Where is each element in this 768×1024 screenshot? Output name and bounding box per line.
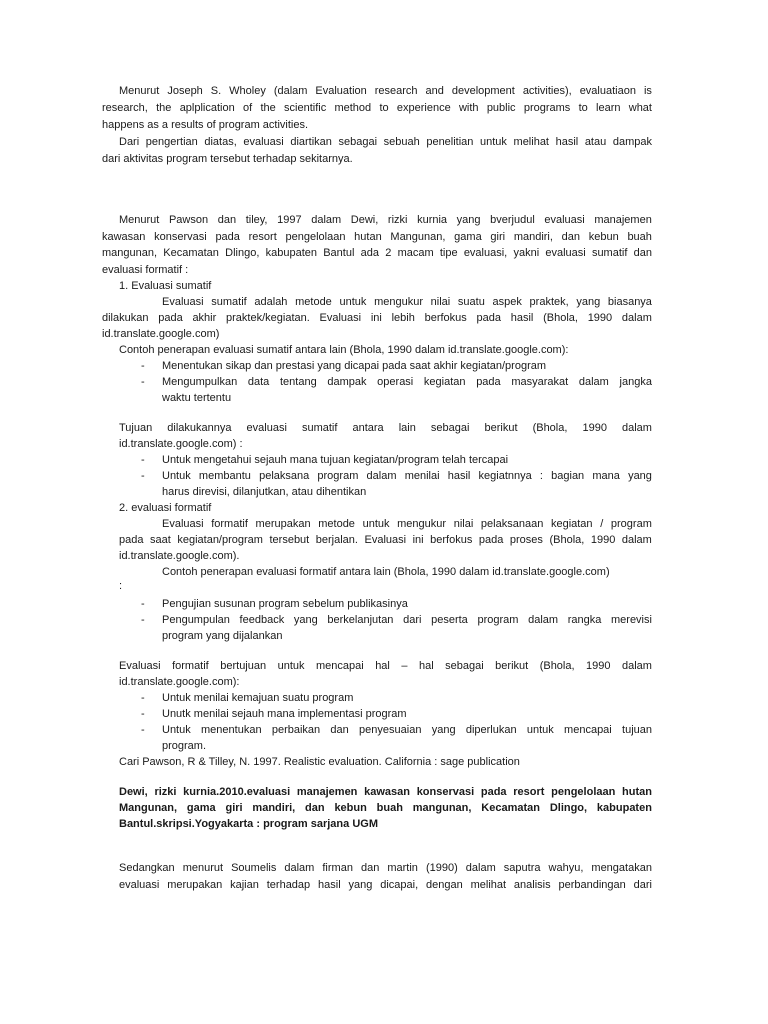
word: peserta bbox=[431, 614, 468, 626]
word: pelaksana bbox=[259, 470, 310, 482]
text-line bbox=[119, 84, 652, 98]
word: tersebut bbox=[269, 534, 310, 546]
word: Mangunan, bbox=[390, 231, 446, 243]
word: sumatif bbox=[211, 296, 247, 308]
word: saat bbox=[150, 534, 171, 546]
word: dalam bbox=[366, 470, 397, 482]
word: bagian bbox=[551, 470, 585, 482]
word: giri bbox=[490, 231, 506, 243]
word: evaluasi, bbox=[463, 247, 508, 259]
word: rangka bbox=[567, 614, 602, 626]
list-item bbox=[162, 613, 652, 627]
text-line: id.translate.google.com) : bbox=[119, 438, 243, 450]
bullet-dash: - bbox=[141, 724, 145, 736]
word: metode bbox=[295, 296, 332, 308]
list-item bbox=[162, 723, 652, 737]
word: jangka bbox=[619, 376, 652, 388]
word: 1990 bbox=[582, 422, 607, 434]
word: Dewi, bbox=[119, 786, 148, 798]
word: Dewi, bbox=[350, 214, 379, 226]
word: evaluasi bbox=[119, 879, 160, 891]
word: hutan bbox=[622, 786, 652, 798]
word: rizki bbox=[387, 214, 408, 226]
text-line bbox=[102, 101, 652, 115]
word: kawasan bbox=[102, 231, 146, 243]
word: : bbox=[539, 470, 543, 482]
word: dilakukan bbox=[102, 312, 149, 324]
word: the bbox=[156, 102, 172, 114]
word: Tujuan bbox=[119, 422, 153, 434]
word: Sedangkan bbox=[119, 862, 175, 874]
word: aspek bbox=[492, 296, 522, 308]
word: yakni bbox=[513, 247, 540, 259]
text-line: dari aktivitas program tersebut terhadap sekitarnya. bbox=[102, 153, 353, 165]
word: diperlukan bbox=[465, 724, 517, 736]
word: nilai bbox=[453, 518, 474, 530]
word: kebun bbox=[588, 231, 619, 243]
section-heading: 2. evaluasi formatif bbox=[119, 502, 212, 514]
word: martin bbox=[387, 862, 418, 874]
word: sumatif bbox=[591, 247, 628, 259]
word: berikut bbox=[484, 422, 518, 434]
word: dalam bbox=[284, 862, 315, 874]
word: manajemen bbox=[296, 786, 358, 798]
word: bverjudul bbox=[490, 214, 535, 226]
word: (Bhola, bbox=[539, 660, 575, 672]
word: what bbox=[628, 102, 652, 114]
word: (Bhola, bbox=[543, 312, 578, 324]
word: pada bbox=[158, 312, 183, 324]
word: melihat bbox=[513, 136, 549, 148]
word: tipe bbox=[439, 247, 458, 259]
word: / bbox=[600, 518, 604, 530]
word: ada bbox=[360, 247, 379, 259]
word: mandiri, bbox=[252, 802, 296, 814]
word: dampak bbox=[612, 136, 652, 148]
word: buah bbox=[627, 231, 652, 243]
text-line: evaluasi formatif : bbox=[102, 264, 189, 276]
text-line bbox=[119, 659, 652, 673]
word: Dlingo, bbox=[225, 247, 260, 259]
bullet-dash: - bbox=[141, 598, 145, 610]
list-item bbox=[162, 469, 652, 483]
word: hasil bbox=[510, 312, 534, 324]
word: dan bbox=[217, 214, 237, 226]
bullet-dash: - bbox=[141, 470, 145, 482]
word: formatif bbox=[172, 660, 209, 672]
word: pada bbox=[480, 786, 507, 798]
word: dan bbox=[561, 231, 581, 243]
word: dalam bbox=[465, 862, 496, 874]
word: firman bbox=[322, 862, 353, 874]
word: akhir bbox=[192, 312, 217, 324]
word: kebun bbox=[334, 802, 367, 814]
text-line bbox=[119, 135, 652, 149]
word: (Bhola, bbox=[549, 534, 585, 546]
word: mandiri, bbox=[513, 231, 553, 243]
word: Bantul bbox=[323, 247, 355, 259]
word: ini bbox=[370, 312, 382, 324]
word: kurnia.2010.evaluasi bbox=[183, 786, 291, 798]
word: dalam bbox=[578, 376, 609, 388]
word: Mangunan, bbox=[119, 802, 178, 814]
word: nilai bbox=[430, 296, 451, 308]
word: Untuk bbox=[162, 470, 191, 482]
word: merevisi bbox=[611, 614, 652, 626]
word: scientific bbox=[284, 102, 327, 114]
word: Kecamatan bbox=[481, 802, 540, 814]
text-line: id.translate.google.com) bbox=[102, 328, 220, 340]
word: Joseph bbox=[167, 85, 203, 97]
word: kegiatan bbox=[423, 376, 466, 388]
word: menurut bbox=[182, 862, 224, 874]
word: yang bbox=[348, 879, 373, 891]
word: dari bbox=[633, 879, 652, 891]
bullet-dash: - bbox=[141, 708, 145, 720]
word: pengelolaan bbox=[551, 786, 616, 798]
word: hasil bbox=[555, 136, 579, 148]
word: programs bbox=[523, 102, 571, 114]
text-line: id.translate.google.com): bbox=[119, 676, 240, 688]
bullet-dash: - bbox=[141, 614, 145, 626]
word: program bbox=[610, 518, 652, 530]
word: penyesuaian bbox=[359, 724, 422, 736]
word: to bbox=[379, 102, 389, 114]
word: pelaksanaan bbox=[480, 518, 544, 530]
word: diartikan bbox=[290, 136, 332, 148]
text-line: : bbox=[119, 580, 123, 592]
word: yang bbox=[576, 296, 601, 308]
word: yang bbox=[431, 724, 456, 736]
list-item: Pengujian susunan program sebelum publikasinya bbox=[162, 598, 408, 610]
word: 1990 bbox=[587, 312, 613, 324]
bold-reference-line bbox=[119, 801, 652, 815]
word: dan bbox=[360, 862, 380, 874]
word: Untuk bbox=[162, 724, 191, 736]
word: berikut bbox=[495, 660, 529, 672]
word: kabupaten bbox=[596, 802, 652, 814]
word: dalam bbox=[528, 614, 559, 626]
word: perbandingan bbox=[558, 879, 626, 891]
word: sumatif bbox=[301, 422, 338, 434]
list-item: Untuk mengetahui sejauh mana tujuan kegiatan/program telah tercapai bbox=[162, 454, 509, 466]
word: hutan bbox=[354, 231, 382, 243]
list-item: program. bbox=[162, 740, 207, 752]
reference-line: Cari Pawson, R & Tilley, N. 1997. Realistic evaluation. California : sage publication bbox=[119, 756, 520, 768]
list-item: waktu tertentu bbox=[162, 392, 232, 404]
text-line bbox=[162, 517, 652, 531]
word: rizki bbox=[154, 786, 177, 798]
word: data bbox=[247, 376, 270, 388]
text-line bbox=[119, 861, 652, 875]
text-line bbox=[102, 246, 652, 260]
text-line: happens as a results of program activities. bbox=[102, 119, 309, 131]
word: kegiatan bbox=[550, 518, 593, 530]
word: giri bbox=[225, 802, 243, 814]
word: program bbox=[317, 470, 359, 482]
word: kajian bbox=[230, 879, 259, 891]
word: – bbox=[401, 660, 408, 672]
word: kabupaten bbox=[265, 247, 317, 259]
word: merupakan bbox=[167, 879, 223, 891]
word: yang bbox=[628, 470, 652, 482]
list-item: program yang dijalankan bbox=[162, 630, 283, 642]
word: untuk bbox=[362, 518, 390, 530]
word: Evaluasi bbox=[162, 296, 204, 308]
word: mangunan, bbox=[102, 247, 158, 259]
word: Pengumpulan bbox=[162, 614, 230, 626]
section-heading: 1. Evaluasi sumatif bbox=[119, 280, 212, 292]
list-item: Menentukan sikap dan prestasi yang dicapai pada saat akhir kegiatan/program bbox=[162, 360, 547, 372]
word: 1990 bbox=[586, 660, 611, 672]
word: hasil bbox=[447, 470, 471, 482]
word: tentang bbox=[279, 376, 317, 388]
word: untuk bbox=[339, 296, 367, 308]
word: mengatakan bbox=[591, 862, 652, 874]
word: resort bbox=[248, 231, 277, 243]
word: merupakan bbox=[255, 518, 311, 530]
word: sebuah bbox=[383, 136, 420, 148]
word: metode bbox=[318, 518, 355, 530]
word: mencapai bbox=[564, 724, 612, 736]
word: atau bbox=[584, 136, 607, 148]
text-line bbox=[119, 878, 652, 892]
word: untuk bbox=[480, 136, 507, 148]
word: with bbox=[458, 102, 479, 114]
word: pada bbox=[119, 534, 144, 546]
word: formatif bbox=[211, 518, 248, 530]
word: pada bbox=[476, 376, 501, 388]
word: konservasi bbox=[416, 786, 475, 798]
bullet-dash: - bbox=[141, 454, 145, 466]
bullet-dash: - bbox=[141, 692, 145, 704]
text-line bbox=[119, 213, 652, 227]
bullet-dash: - bbox=[141, 376, 145, 388]
word: hasil bbox=[318, 879, 341, 891]
word: suatu bbox=[457, 296, 485, 308]
word: (Bhola, bbox=[532, 422, 568, 434]
word: buah bbox=[376, 802, 403, 814]
word: Evaluasi bbox=[162, 518, 204, 530]
word: gama bbox=[186, 802, 216, 814]
word: dan bbox=[305, 802, 325, 814]
word: development bbox=[451, 85, 515, 97]
word: learn bbox=[596, 102, 621, 114]
word: dan bbox=[633, 247, 652, 259]
word: mana bbox=[592, 470, 620, 482]
bold-reference-line: Bantul.skripsi.Yogyakarta : program sarjana UGM bbox=[119, 818, 378, 830]
word: the bbox=[260, 102, 276, 114]
word: Soumelis bbox=[231, 862, 277, 874]
word: Dari bbox=[119, 136, 140, 148]
word: Mengumpulkan bbox=[162, 376, 238, 388]
word: terhadap bbox=[266, 879, 311, 891]
word: penelitian bbox=[426, 136, 474, 148]
word: evaluasi bbox=[243, 136, 284, 148]
word: dalam bbox=[311, 214, 342, 226]
word: hal bbox=[375, 660, 390, 672]
word: proses bbox=[509, 534, 543, 546]
word: perbaikan bbox=[271, 724, 321, 736]
word: macam bbox=[397, 247, 434, 259]
word: menentukan bbox=[201, 724, 262, 736]
word: adalah bbox=[254, 296, 288, 308]
word: to bbox=[578, 102, 588, 114]
word: tujuan bbox=[622, 724, 652, 736]
word: praktek, bbox=[529, 296, 569, 308]
word: Evaluation bbox=[315, 85, 367, 97]
word: dalam bbox=[621, 312, 652, 324]
word: kegiatnnya bbox=[478, 470, 532, 482]
word: wahyu, bbox=[548, 862, 584, 874]
word: Pawson bbox=[168, 214, 209, 226]
word: kawasan bbox=[364, 786, 410, 798]
word: tiley, bbox=[245, 214, 268, 226]
word: research, bbox=[102, 102, 148, 114]
word: dalam bbox=[622, 660, 652, 672]
list-item: harus direvisi, dilanjutkan, atau dihentikan bbox=[162, 486, 367, 498]
word: operasi bbox=[377, 376, 414, 388]
word: sebagai bbox=[430, 422, 470, 434]
word: aplplication bbox=[179, 102, 235, 114]
word: dampak bbox=[327, 376, 367, 388]
word: program bbox=[477, 614, 519, 626]
text-line: Contoh penerapan evaluasi sumatif antara lain (Bhola, 1990 dalam id.translate.google.com): bbox=[119, 344, 569, 356]
text-line bbox=[102, 230, 652, 244]
word: pada bbox=[215, 231, 240, 243]
word: untuk bbox=[526, 724, 554, 736]
word: antara bbox=[352, 422, 384, 434]
word: dalam bbox=[621, 534, 652, 546]
word: dengan bbox=[426, 879, 463, 891]
word: of bbox=[243, 102, 253, 114]
word: 2 bbox=[385, 247, 392, 259]
word: 1990 bbox=[590, 534, 616, 546]
word: Menurut bbox=[119, 85, 160, 97]
text-line: Contoh penerapan evaluasi formatif antara lain (Bhola, 1990 dalam id.translate.google.com) bbox=[162, 566, 610, 578]
word: evaluasi bbox=[544, 214, 585, 226]
text-line: id.translate.google.com). bbox=[119, 550, 240, 562]
word: hal bbox=[418, 660, 434, 672]
word: evaluasi bbox=[246, 422, 287, 434]
bullet-dash: - bbox=[141, 360, 145, 372]
word: yang bbox=[456, 214, 481, 226]
text-line bbox=[162, 295, 652, 309]
word: pengertian bbox=[145, 136, 198, 148]
word: dilakukannya bbox=[167, 422, 232, 434]
word: kegiatan/program bbox=[177, 534, 263, 546]
word: konservasi bbox=[154, 231, 207, 243]
word: resort bbox=[513, 786, 545, 798]
word: dicapai, bbox=[380, 879, 419, 891]
word: Kecamatan bbox=[163, 247, 219, 259]
word: is bbox=[643, 85, 652, 97]
word: S. bbox=[210, 85, 222, 97]
word: evaluasi bbox=[545, 247, 586, 259]
word: Evaluasi bbox=[364, 534, 407, 546]
word: Wholey bbox=[229, 85, 266, 97]
word: Dlingo, bbox=[549, 802, 588, 814]
word: evaluatiaon bbox=[579, 85, 636, 97]
word: untuk bbox=[277, 660, 305, 672]
word: membantu bbox=[198, 470, 251, 482]
word: (1990) bbox=[425, 862, 458, 874]
word: masyarakat bbox=[511, 376, 569, 388]
list-item: Unutk menilai sejauh mana implementasi program bbox=[162, 708, 407, 720]
word: Menurut bbox=[119, 214, 160, 226]
word: Evaluasi bbox=[319, 312, 362, 324]
list-item: Untuk menilai kemajuan suatu program bbox=[162, 692, 354, 704]
word: analisis bbox=[513, 879, 551, 891]
word: kurnia bbox=[417, 214, 448, 226]
word: and bbox=[425, 85, 444, 97]
word: pada bbox=[476, 312, 501, 324]
list-item bbox=[162, 375, 652, 389]
word: dalam bbox=[622, 422, 652, 434]
word: (dalam bbox=[273, 85, 308, 97]
word: research bbox=[374, 85, 418, 97]
word: sebagai bbox=[338, 136, 378, 148]
word: mengukur bbox=[374, 296, 423, 308]
word: bertujuan bbox=[220, 660, 267, 672]
word: experience bbox=[396, 102, 451, 114]
word: mengukur bbox=[397, 518, 447, 530]
word: berjalan. bbox=[315, 534, 358, 546]
word: diatas, bbox=[204, 136, 237, 148]
bold-reference-line bbox=[119, 785, 652, 799]
word: yang bbox=[293, 614, 318, 626]
word: melihat bbox=[470, 879, 507, 891]
word: berfokus bbox=[424, 312, 467, 324]
word: praktek/kegiatan. bbox=[226, 312, 310, 324]
word: biasanya bbox=[607, 296, 652, 308]
word: ini bbox=[412, 534, 424, 546]
word: feedback bbox=[239, 614, 285, 626]
word: gama bbox=[454, 231, 482, 243]
text-line bbox=[119, 421, 652, 435]
word: mangunan, bbox=[412, 802, 472, 814]
word: public bbox=[486, 102, 516, 114]
word: pengelolaan bbox=[285, 231, 346, 243]
word: activities), bbox=[522, 85, 572, 97]
word: mencapai bbox=[316, 660, 364, 672]
word: manajemen bbox=[594, 214, 652, 226]
word: method bbox=[334, 102, 372, 114]
text-line bbox=[102, 311, 652, 325]
word: dan bbox=[330, 724, 349, 736]
word: pada bbox=[478, 534, 504, 546]
word: Evaluasi bbox=[119, 660, 161, 672]
word: dari bbox=[403, 614, 422, 626]
word: saputra bbox=[503, 862, 541, 874]
word: lebih bbox=[391, 312, 415, 324]
word: berfokus bbox=[430, 534, 473, 546]
word: lain bbox=[398, 422, 416, 434]
word: sebagai bbox=[445, 660, 484, 672]
text-line bbox=[119, 533, 652, 547]
word: berkelanjutan bbox=[327, 614, 394, 626]
word: menilai bbox=[404, 470, 440, 482]
word: 1997 bbox=[277, 214, 302, 226]
